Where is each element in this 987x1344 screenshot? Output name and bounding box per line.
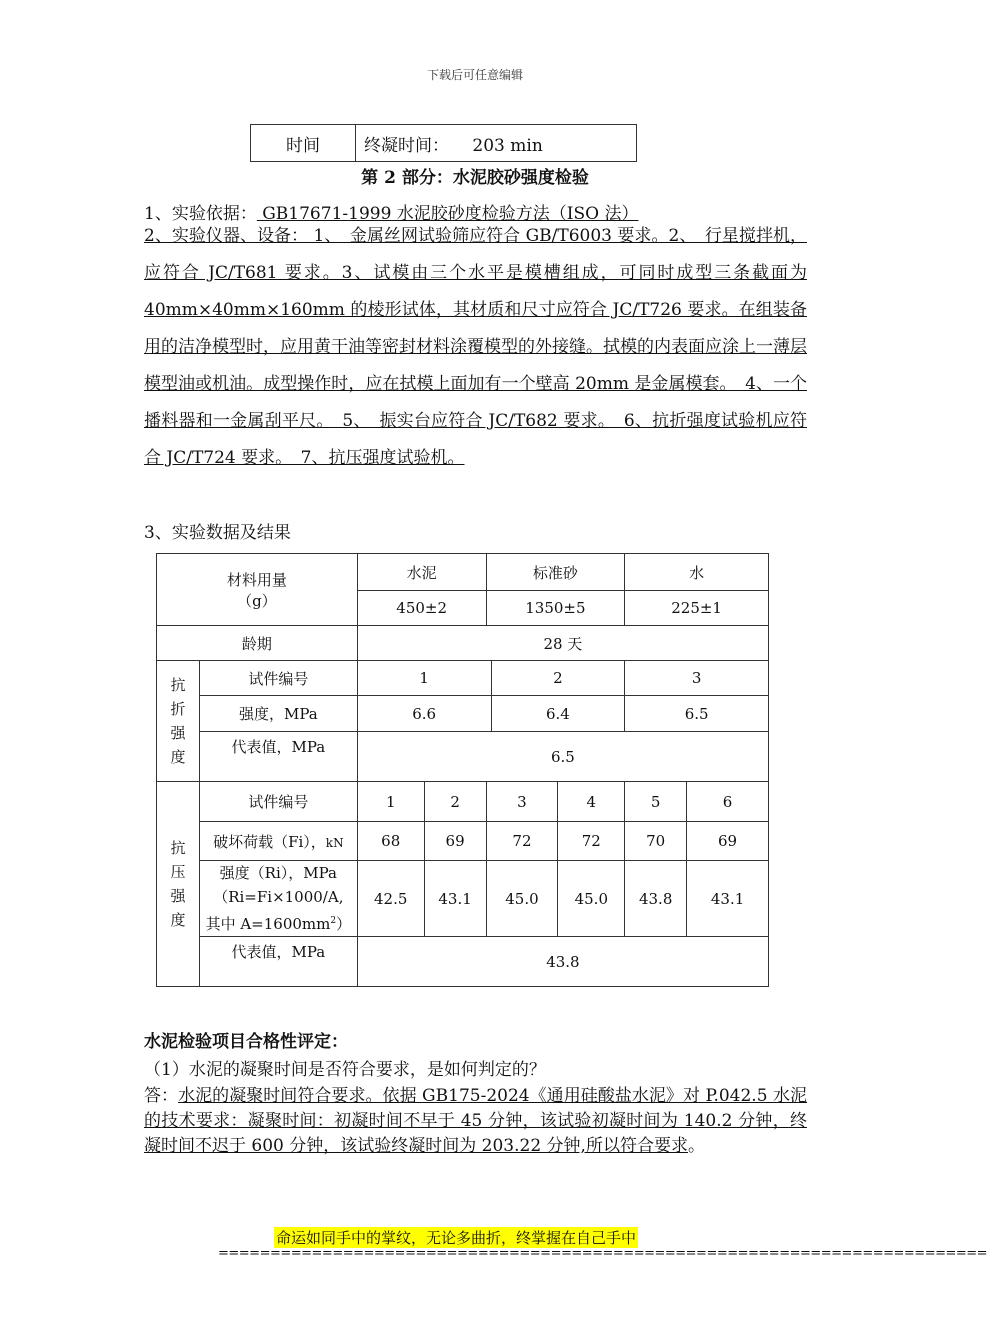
material-name: 水泥 bbox=[357, 554, 486, 591]
flexural-group-label bbox=[157, 661, 200, 782]
compressive-specimen: 6 bbox=[687, 782, 769, 822]
mortar-strength-table bbox=[156, 553, 769, 987]
evaluation-answer bbox=[144, 1084, 807, 1159]
basis-prefix: 1、实验依据： bbox=[144, 204, 257, 224]
material-unit: （g） bbox=[237, 591, 277, 610]
strength-label-line bbox=[200, 909, 357, 936]
compressive-specimen: 5 bbox=[625, 782, 687, 822]
load-value: 69 bbox=[424, 822, 486, 861]
setting-time-table bbox=[250, 124, 637, 162]
compressive-strength: 45.0 bbox=[486, 861, 558, 937]
load-label-cell bbox=[199, 822, 357, 861]
footer-rule: ========================================================================== bbox=[218, 1246, 987, 1261]
flexural-specimen: 2 bbox=[491, 661, 625, 696]
material-label-cell bbox=[157, 554, 358, 626]
load-value: 69 bbox=[687, 822, 769, 861]
flexural-strength: 6.4 bbox=[491, 696, 625, 732]
page-header: 下载后可任意编辑 bbox=[426, 68, 523, 82]
compressive-specimen: 1 bbox=[357, 782, 424, 822]
equipment-prefix: 2、实验仪器、设备： bbox=[144, 226, 309, 246]
material-amount: 1350±5 bbox=[486, 591, 625, 626]
flexural-specimen-label: 试件编号 bbox=[199, 661, 357, 696]
equipment-paragraph bbox=[144, 218, 807, 477]
area-exponent: 2 bbox=[330, 916, 337, 926]
compressive-strength: 43.1 bbox=[424, 861, 486, 937]
evaluation-question: （1）水泥的凝聚时间是否符合要求，是如何判定的？ bbox=[144, 1060, 546, 1080]
equipment-text: 1、 金属丝网试验筛应符合 GB/T6003 要求。2、 行星搅拌机，应符合 JC/T681 要求。3、试模由三个水平是模槽组成，可同时成型三条截面为 40mm×40mm×160mm 的棱形试体，其材质和尺寸应符合 JC/T726 要求。在组装备用的洁净模型时，应用黄干油等密封材料涂覆模型的外接缝。拭模的内表面应涂上一薄层模型油或机油。成型操作时，应在拭模上面加有一个壁高 20mm 是金属模套。 4、一个播料器和一金属刮平尺。 5、 振实台应符合 JC/T682 要求。 6、抗折强度试验机应符合 JC/T724 要求。 7、抗压强度试验机。 bbox=[144, 226, 807, 468]
answer-prefix: 答： bbox=[144, 1086, 179, 1106]
final-setting-time bbox=[356, 125, 637, 162]
compressive-strength: 45.0 bbox=[558, 861, 625, 937]
data-heading: 3、实验数据及结果 bbox=[144, 523, 291, 543]
time-label: 时间 bbox=[251, 125, 356, 162]
load-value: 68 bbox=[357, 822, 424, 861]
compressive-strength: 43.1 bbox=[687, 861, 769, 937]
flexural-strength-label: 强度，MPa bbox=[199, 696, 357, 732]
final-setting-value: 203 min bbox=[472, 135, 543, 156]
part-title: 第 2 部分：水泥胶砂强度检验 bbox=[361, 168, 589, 188]
flexural-char: 度 bbox=[170, 748, 186, 766]
compressive-specimen: 4 bbox=[558, 782, 625, 822]
flexural-rep-value: 6.5 bbox=[357, 732, 768, 782]
flexural-rep-label: 代表值，MPa bbox=[199, 732, 357, 782]
compressive-specimen: 2 bbox=[424, 782, 486, 822]
answer-text: 水泥的凝聚时间符合要求。依据 GB175-2024《通用硅酸盐水泥》对 P.042.5 水泥的技术要求：凝聚时间：初凝时间不早于 45 分钟，该试验初凝时间为 140.2 分钟，终凝时间不迟于 600 分钟，该试验终凝时间为 203.22 分钟,所以符合要求 bbox=[144, 1086, 807, 1156]
material-amount: 450±2 bbox=[357, 591, 486, 626]
answer-end: 。 bbox=[687, 1136, 705, 1156]
compressive-specimen-label: 试件编号 bbox=[199, 782, 357, 822]
material-name: 标准砂 bbox=[486, 554, 625, 591]
compressive-rep-value: 43.8 bbox=[357, 937, 768, 987]
compressive-char: 强 bbox=[170, 887, 186, 905]
compressive-strength-label bbox=[199, 861, 357, 937]
flexural-specimen: 3 bbox=[625, 661, 769, 696]
compressive-strength: 43.8 bbox=[625, 861, 687, 937]
material-name: 水 bbox=[625, 554, 769, 591]
material-label: 材料用量 bbox=[226, 570, 287, 589]
compressive-rep-label: 代表值，MPa bbox=[199, 937, 357, 987]
load-value: 70 bbox=[625, 822, 687, 861]
compressive-char: 抗 bbox=[170, 839, 186, 857]
age-label: 龄期 bbox=[157, 626, 358, 661]
compressive-char: 压 bbox=[170, 863, 186, 881]
evaluation-title: 水泥检验项目合格性评定： bbox=[144, 1032, 348, 1052]
compressive-group-label bbox=[157, 782, 200, 987]
flexural-char: 折 bbox=[170, 700, 186, 718]
compressive-strength: 42.5 bbox=[357, 861, 424, 937]
flexural-strength: 6.5 bbox=[625, 696, 769, 732]
area-text: 其中 A=1600mm bbox=[205, 915, 331, 933]
material-amount: 225±1 bbox=[625, 591, 769, 626]
compressive-specimen: 3 bbox=[486, 782, 558, 822]
strength-label-line: 强度（Ri），MPa bbox=[219, 864, 337, 882]
load-unit: kN bbox=[325, 835, 344, 850]
load-label: 破坏荷载（Fi）， bbox=[213, 832, 326, 851]
strength-label-line: （Ri=Fi×1000/A, bbox=[213, 888, 344, 906]
basis-text: GB17671-1999 水泥胶砂度检验方法（ISO 法） bbox=[256, 204, 639, 224]
flexural-strength: 6.6 bbox=[357, 696, 491, 732]
flexural-char: 强 bbox=[170, 724, 186, 742]
age-value: 28 天 bbox=[357, 626, 768, 661]
final-setting-label: 终凝时间： bbox=[364, 135, 449, 156]
close-paren: ） bbox=[336, 915, 352, 933]
flexural-specimen: 1 bbox=[357, 661, 491, 696]
load-value: 72 bbox=[558, 822, 625, 861]
flexural-char: 抗 bbox=[170, 676, 186, 694]
compressive-char: 度 bbox=[170, 911, 186, 929]
load-value: 72 bbox=[486, 822, 558, 861]
footer-motto: 命运如同手中的掌纹，无论多曲折，终掌握在自己手中 bbox=[276, 1229, 637, 1247]
